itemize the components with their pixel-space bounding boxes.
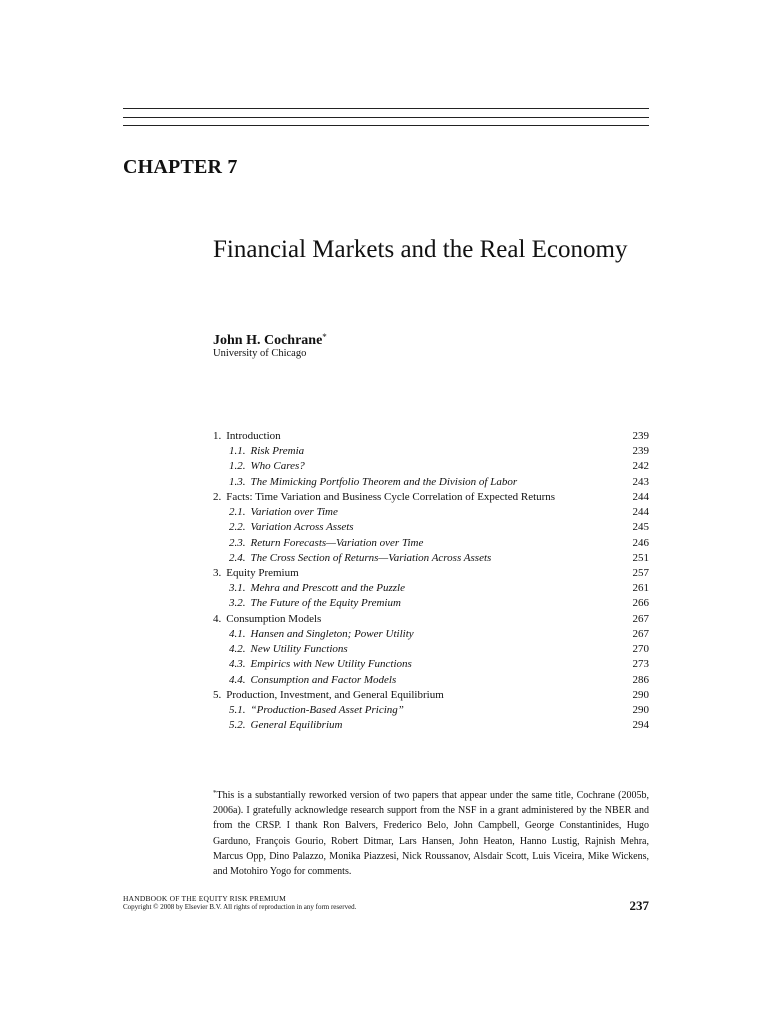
table-of-contents [213, 429, 649, 733]
page-number: 237 [629, 898, 649, 913]
toc-entry-label [213, 520, 354, 535]
toc-section-number: 3.1. [229, 582, 246, 595]
toc-section-number: 1.3. [229, 475, 246, 488]
toc-entry[interactable] [213, 703, 649, 718]
toc-page-number: 242 [632, 460, 649, 473]
toc-entry-label [213, 566, 299, 581]
chapter-label: CHAPTER 7 [123, 156, 238, 178]
toc-entry-label [213, 490, 555, 505]
toc-page-number: 243 [632, 475, 649, 488]
toc-section-title: Consumption and Factor Models [250, 673, 397, 686]
toc-page-number: 244 [632, 506, 649, 519]
header-rule-middle [123, 117, 649, 118]
chapter-title: Financial Markets and the Real Economy [213, 236, 628, 263]
toc-section-title: Variation over Time [250, 506, 338, 519]
toc-section-number: 4.3. [229, 658, 246, 671]
toc-section-title: Empirics with New Utility Functions [250, 658, 412, 671]
toc-section-title: Mehra and Prescott and the Puzzle [250, 582, 405, 595]
toc-entry-label [213, 612, 321, 627]
toc-section-title: Consumption Models [226, 612, 322, 625]
toc-entry[interactable] [213, 520, 649, 535]
author-name: John H. Cochrane [213, 333, 323, 348]
toc-page-number: 290 [632, 703, 649, 716]
toc-section-title: “Production-Based Asset Pricing” [250, 703, 404, 716]
toc-page-number: 267 [632, 612, 649, 625]
toc-section-title: Facts: Time Variation and Business Cycle Correlation of Expected Returns [226, 490, 556, 503]
toc-page-number: 261 [632, 582, 649, 595]
toc-page-number: 245 [632, 521, 649, 534]
toc-entry-label [213, 581, 405, 596]
toc-entry-label [213, 596, 401, 611]
toc-section-title: New Utility Functions [250, 643, 348, 656]
toc-section-number: 5. [213, 688, 222, 701]
toc-section-number: 2.3. [229, 536, 246, 549]
toc-section-number: 2.1. [229, 506, 246, 519]
toc-entry[interactable] [213, 612, 649, 627]
toc-entry-label [213, 429, 281, 444]
toc-entry-label [213, 688, 444, 703]
toc-entry-label [213, 627, 414, 642]
toc-entry[interactable] [213, 596, 649, 611]
toc-section-number: 1.1. [229, 445, 246, 458]
footnote-text: This is a substantially reworked version of two papers that appear under the same title, Cochrane (2005b, 2006a). I gratefully acknowledge research support from the NSF in a grant administered by the NBER and from the CRSP. I thank Ron Balvers, Frederico Belo, John Campbell, George Constantinides, Hugo Garduno, François Gourio, Robert Ditmar, Lars Hansen, John Heaton, Hanno Lustig, Rajnish Mehra, Marcus Opp, Dino Palazzo, Monika Piazzesi, Nick Roussanov, Alsdair Scott, Luis Viceira, Mike Wickens, and Motohiro Yogo for comments. [213, 790, 649, 878]
toc-entry[interactable] [213, 642, 649, 657]
header-rule-top [123, 108, 649, 109]
toc-page-number: 266 [632, 597, 649, 610]
toc-entry-label [213, 475, 517, 490]
toc-page-number: 273 [632, 658, 649, 671]
toc-section-title: Variation Across Assets [250, 521, 354, 534]
toc-entry[interactable] [213, 718, 649, 733]
toc-section-number: 4.2. [229, 643, 246, 656]
toc-section-number: 3.2. [229, 597, 246, 610]
copyright-notice: Copyright © 2008 by Elsevier B.V. All rights of reproduction in any form reserved. [123, 903, 357, 911]
toc-section-number: 1. [213, 430, 222, 442]
toc-entry[interactable] [213, 581, 649, 596]
toc-entry-label [213, 718, 342, 733]
author-footnote-mark[interactable]: * [322, 332, 327, 342]
toc-section-title: The Future of the Equity Premium [250, 597, 401, 610]
toc-section-title: Introduction [226, 430, 281, 442]
toc-page-number: 251 [632, 551, 649, 564]
toc-section-title: Who Cares? [250, 460, 305, 473]
toc-entry-label [213, 657, 412, 672]
toc-section-title: Equity Premium [226, 566, 299, 579]
toc-section-number: 4. [213, 612, 222, 625]
toc-entry-label [213, 551, 491, 566]
toc-section-number: 3. [213, 566, 222, 579]
toc-entry[interactable] [213, 566, 649, 581]
toc-entry-label [213, 703, 404, 718]
toc-entry[interactable] [213, 505, 649, 520]
toc-entry[interactable] [213, 673, 649, 688]
toc-entry[interactable] [213, 444, 649, 459]
toc-entry-label [213, 642, 348, 657]
toc-entry[interactable] [213, 551, 649, 566]
toc-entry[interactable] [213, 429, 649, 444]
toc-page-number: 290 [632, 688, 649, 701]
toc-entry[interactable] [213, 536, 649, 551]
toc-page-number: 239 [632, 430, 649, 442]
toc-page-number: 270 [632, 643, 649, 656]
toc-page-number: 239 [632, 445, 649, 458]
toc-section-title: Production, Investment, and General Equilibrium [226, 688, 444, 701]
toc-page-number: 286 [632, 673, 649, 686]
toc-section-title: Hansen and Singleton; Power Utility [250, 627, 414, 640]
toc-section-number: 1.2. [229, 460, 246, 473]
toc-section-number: 2.2. [229, 521, 246, 534]
toc-section-number: 5.2. [229, 719, 246, 732]
toc-entry-label [213, 444, 304, 459]
footnote [213, 786, 649, 879]
toc-section-number: 5.1. [229, 703, 246, 716]
header-rule-bottom [123, 125, 649, 126]
toc-section-number: 2.4. [229, 551, 246, 564]
toc-entry-label [213, 673, 396, 688]
toc-section-title: The Mimicking Portfolio Theorem and the Division of Labor [250, 475, 518, 488]
author-line [213, 332, 327, 349]
toc-entry[interactable] [213, 490, 649, 505]
toc-page-number: 244 [632, 490, 649, 503]
toc-entry[interactable] [213, 627, 649, 642]
toc-page-number: 267 [632, 627, 649, 640]
book-title: HANDBOOK OF THE EQUITY RISK PREMIUM [123, 894, 287, 903]
toc-entry-label [213, 459, 305, 474]
toc-entry-label [213, 505, 338, 520]
toc-entry[interactable] [213, 657, 649, 672]
toc-page-number: 257 [632, 566, 649, 579]
toc-entry-label [213, 536, 423, 551]
toc-section-title: General Equilibrium [250, 719, 343, 732]
toc-section-number: 4.4. [229, 673, 246, 686]
toc-section-number: 4.1. [229, 627, 246, 640]
toc-section-title: Risk Premia [250, 445, 305, 458]
toc-entry[interactable] [213, 475, 649, 490]
toc-entry[interactable] [213, 688, 649, 703]
footnote-mark: * [213, 789, 217, 797]
toc-section-title: Return Forecasts—Variation over Time [250, 536, 424, 549]
toc-section-title: The Cross Section of Returns—Variation Across Assets [250, 551, 492, 564]
toc-page-number: 246 [632, 536, 649, 549]
author-affiliation: University of Chicago [213, 348, 307, 359]
toc-section-number: 2. [213, 490, 222, 503]
toc-entry[interactable] [213, 459, 649, 474]
toc-page-number: 294 [632, 719, 649, 732]
